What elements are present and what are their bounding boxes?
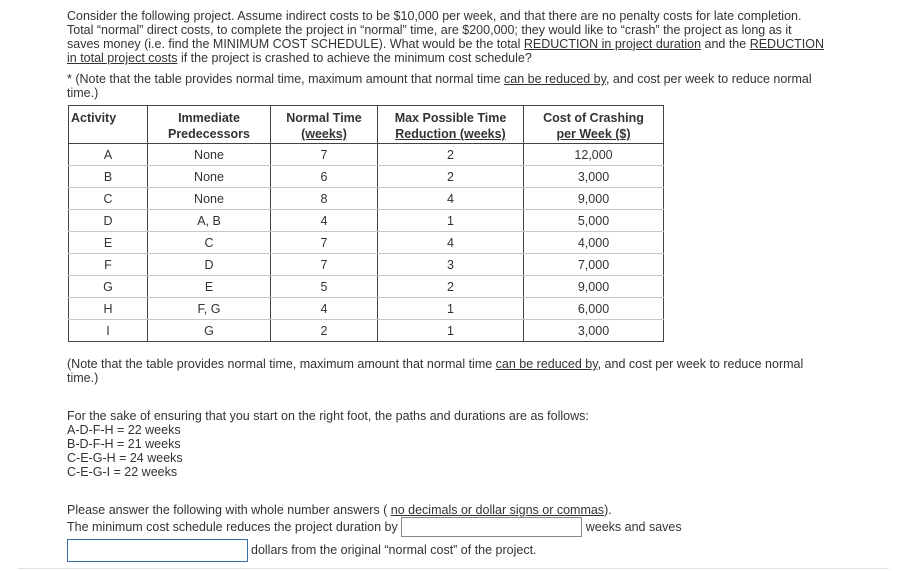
table-row bbox=[69, 232, 664, 254]
header-normal-time bbox=[271, 106, 378, 144]
paths-section bbox=[67, 409, 879, 479]
table-row bbox=[69, 144, 664, 166]
intro-underlined: REDUCTION bbox=[749, 37, 824, 51]
note-line: time.) bbox=[67, 371, 99, 385]
cell-max: 1 bbox=[378, 298, 524, 320]
path-item: A-D-F-H = 22 weeks bbox=[67, 423, 181, 437]
instr-text: Please answer the following with whole number answers ( bbox=[67, 503, 391, 517]
intro-line: Total “normal” direct costs, to complete the project in “normal” time, are $200,000; they would like to “crash” the project as long as it bbox=[67, 23, 792, 37]
note-text: , and cost per week to reduce normal bbox=[597, 357, 804, 371]
header-crash-cost bbox=[524, 106, 664, 144]
table-note bbox=[67, 72, 867, 100]
intro-underlined: in total project costs bbox=[67, 51, 178, 65]
cell-activity: F bbox=[69, 254, 148, 276]
cell-pred: C bbox=[148, 232, 271, 254]
path-item: C-E-G-H = 24 weeks bbox=[67, 451, 183, 465]
cell-activity: A bbox=[69, 144, 148, 166]
cell-activity: B bbox=[69, 166, 148, 188]
note-underlined: can be reduced by bbox=[504, 72, 606, 86]
cell-cost: 9,000 bbox=[524, 188, 664, 210]
cell-activity: D bbox=[69, 210, 148, 232]
note-text: (Note that the table provides normal time, maximum amount that normal time bbox=[67, 357, 496, 371]
cell-pred: F, G bbox=[148, 298, 271, 320]
table-row bbox=[69, 188, 664, 210]
header-line: Immediate bbox=[178, 111, 240, 125]
second-note bbox=[67, 357, 867, 385]
cell-normal: 5 bbox=[271, 276, 378, 298]
cell-pred: E bbox=[148, 276, 271, 298]
question-intro bbox=[67, 9, 867, 65]
answer-text: The minimum cost schedule reduces the project duration by bbox=[67, 520, 398, 534]
answer-line-2 bbox=[67, 538, 879, 562]
cell-normal: 7 bbox=[271, 144, 378, 166]
note-line: time.) bbox=[67, 86, 99, 100]
path-item: B-D-F-H = 21 weeks bbox=[67, 437, 181, 451]
header-max-reduction bbox=[378, 106, 524, 144]
cell-max: 1 bbox=[378, 210, 524, 232]
cell-cost: 9,000 bbox=[524, 276, 664, 298]
duration-reduction-input[interactable] bbox=[401, 517, 582, 537]
table-row bbox=[69, 298, 664, 320]
header-line: Normal Time bbox=[286, 111, 362, 125]
cell-max: 2 bbox=[378, 276, 524, 298]
cell-pred: None bbox=[148, 188, 271, 210]
header-line: Reduction (weeks) bbox=[395, 127, 506, 141]
instr-text: ). bbox=[604, 503, 612, 517]
table-row bbox=[69, 276, 664, 298]
table-row bbox=[69, 320, 664, 342]
cell-normal: 7 bbox=[271, 232, 378, 254]
intro-line bbox=[67, 51, 867, 65]
cell-normal: 6 bbox=[271, 166, 378, 188]
instr-underlined: no decimals or dollar signs or commas bbox=[390, 503, 605, 517]
header-predecessors bbox=[148, 106, 271, 144]
answer-text: weeks and saves bbox=[585, 520, 682, 534]
bottom-divider bbox=[18, 568, 889, 569]
cell-activity: H bbox=[69, 298, 148, 320]
cell-normal: 2 bbox=[271, 320, 378, 342]
cell-max: 4 bbox=[378, 188, 524, 210]
cell-max: 4 bbox=[378, 232, 524, 254]
cell-pred: G bbox=[148, 320, 271, 342]
cell-pred: None bbox=[148, 166, 271, 188]
note-line bbox=[67, 357, 867, 371]
cell-activity: I bbox=[69, 320, 148, 342]
intro-text: and the bbox=[701, 37, 750, 51]
cell-normal: 8 bbox=[271, 188, 378, 210]
table-header-row bbox=[69, 106, 664, 144]
header-line: Predecessors bbox=[167, 127, 250, 141]
cell-cost: 3,000 bbox=[524, 320, 664, 342]
cell-max: 1 bbox=[378, 320, 524, 342]
table-body bbox=[69, 144, 664, 342]
intro-text: if the project is crashed to achieve the minimum cost schedule? bbox=[177, 51, 532, 65]
intro-underlined: REDUCTION in project duration bbox=[523, 37, 702, 51]
answer-section bbox=[67, 503, 879, 562]
cell-activity: G bbox=[69, 276, 148, 298]
table-row bbox=[69, 210, 664, 232]
note-line bbox=[67, 72, 867, 86]
cost-savings-input[interactable] bbox=[67, 539, 248, 562]
header-activity: Activity bbox=[69, 106, 148, 144]
project-table bbox=[68, 105, 664, 342]
answer-instructions bbox=[67, 503, 879, 517]
answer-line-1 bbox=[67, 517, 879, 537]
intro-text: saves money (i.e. find the MINIMUM COST SCHEDULE). What would be the total bbox=[67, 37, 524, 51]
cell-max: 3 bbox=[378, 254, 524, 276]
cell-cost: 4,000 bbox=[524, 232, 664, 254]
header-line: Cost of Crashing bbox=[543, 111, 644, 125]
note-text: * (Note that the table provides normal time, maximum amount that normal time bbox=[67, 72, 504, 86]
header-line: per Week ($) bbox=[556, 127, 631, 141]
cell-activity: E bbox=[69, 232, 148, 254]
cell-pred: A, B bbox=[148, 210, 271, 232]
cell-pred: D bbox=[148, 254, 271, 276]
path-item: C-E-G-I = 22 weeks bbox=[67, 465, 178, 479]
paths-intro: For the sake of ensuring that you start on the right foot, the paths and durations are as follows: bbox=[67, 409, 589, 423]
table-row bbox=[69, 166, 664, 188]
cell-normal: 4 bbox=[271, 298, 378, 320]
cell-cost: 7,000 bbox=[524, 254, 664, 276]
cell-pred: None bbox=[148, 144, 271, 166]
header-line: Max Possible Time bbox=[394, 111, 507, 125]
cell-max: 2 bbox=[378, 144, 524, 166]
cell-normal: 4 bbox=[271, 210, 378, 232]
intro-line bbox=[67, 37, 867, 51]
header-line: (weeks) bbox=[301, 127, 347, 141]
note-underlined: can be reduced by bbox=[495, 357, 598, 371]
cell-cost: 5,000 bbox=[524, 210, 664, 232]
cell-cost: 6,000 bbox=[524, 298, 664, 320]
cell-cost: 12,000 bbox=[524, 144, 664, 166]
cell-cost: 3,000 bbox=[524, 166, 664, 188]
intro-line: Consider the following project. Assume indirect costs to be $10,000 per week, and that there are no penalty costs for late completion. bbox=[67, 9, 802, 23]
note-text: , and cost per week to reduce normal bbox=[605, 72, 812, 86]
table-row bbox=[69, 254, 664, 276]
cell-max: 2 bbox=[378, 166, 524, 188]
cell-activity: C bbox=[69, 188, 148, 210]
cell-normal: 7 bbox=[271, 254, 378, 276]
answer-text: dollars from the original “normal cost” of the project. bbox=[251, 543, 537, 557]
